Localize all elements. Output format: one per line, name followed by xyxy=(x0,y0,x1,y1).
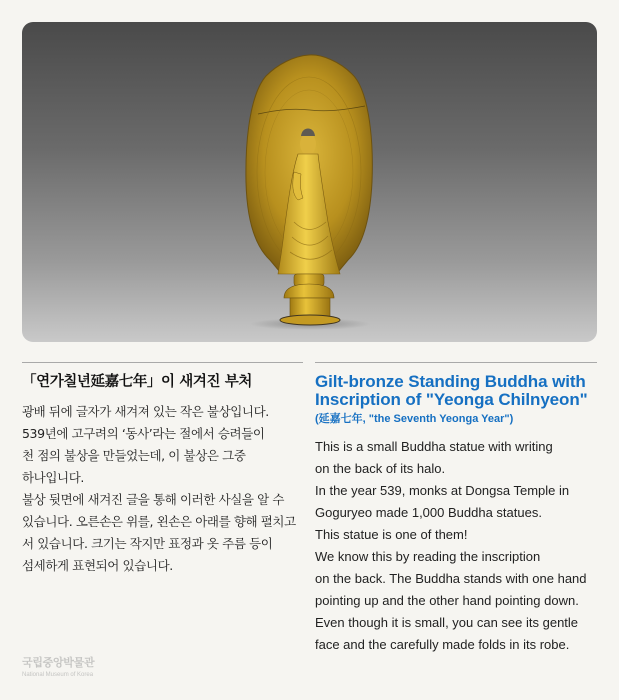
korean-body xyxy=(22,401,303,577)
english-body-line: face and the carefully made folds in its robe. xyxy=(315,637,570,652)
korean-description xyxy=(22,362,303,577)
section-divider xyxy=(315,362,597,363)
english-body-line: This is a small Buddha statue with writing xyxy=(315,439,553,454)
korean-title: 「연가칠년延嘉七年」이 새겨진 부처 xyxy=(22,374,252,390)
korean-body-line: 하나입니다. xyxy=(22,470,84,485)
english-subtitle: (延嘉七年, "the Seventh Yeonga Year") xyxy=(315,413,514,425)
english-body xyxy=(315,436,597,656)
logo-korean: 국립중앙박물관 xyxy=(22,656,95,669)
korean-body-line: 천 점의 불상을 만들었는데, 이 불상은 그중 xyxy=(22,448,246,463)
museum-logo xyxy=(22,656,94,680)
english-body-line: pointing up and the other hand pointing down. xyxy=(315,593,579,608)
korean-body-line: 불상 뒷면에 새겨진 글을 통해 이러한 사실을 알 수 xyxy=(22,492,285,507)
section-divider xyxy=(22,362,303,363)
english-title xyxy=(315,373,597,409)
buddha-statue-illustration xyxy=(22,22,597,342)
korean-body-line: 서 있습니다. 크기는 작지만 표정과 옷 주름 등이 xyxy=(22,536,273,551)
korean-body-line: 있습니다. 오른손은 위를, 왼손은 아래를 향해 펼치고 xyxy=(22,514,296,529)
korean-body-line: 섬세하게 표현되어 있습니다. xyxy=(22,558,173,573)
english-body-line: on the back of its halo. xyxy=(315,461,446,476)
english-title-line: Gilt-bronze Standing Buddha with xyxy=(315,372,586,391)
english-title-line: Inscription of "Yeonga Chilnyeon" xyxy=(315,390,588,409)
english-body-line: We know this by reading the inscription xyxy=(315,549,541,564)
english-body-line: Goguryeo made 1,000 Buddha statues. xyxy=(315,505,542,520)
english-body-line: In the year 539, monks at Dongsa Temple in xyxy=(315,483,570,498)
english-body-line: on the back. The Buddha stands with one hand xyxy=(315,571,587,586)
korean-body-line: 광배 뒤에 글자가 새겨져 있는 작은 불상입니다. xyxy=(22,404,269,419)
english-body-line: Even though it is small, you can see its gentle xyxy=(315,615,579,630)
english-description xyxy=(315,362,597,656)
english-body-line: This statue is one of them! xyxy=(315,527,468,542)
logo-english: National Museum of Korea xyxy=(22,672,94,678)
artifact-image xyxy=(22,22,597,342)
korean-body-line: 539년에 고구려의 ‘동사’라는 절에서 승려들이 xyxy=(22,426,265,441)
